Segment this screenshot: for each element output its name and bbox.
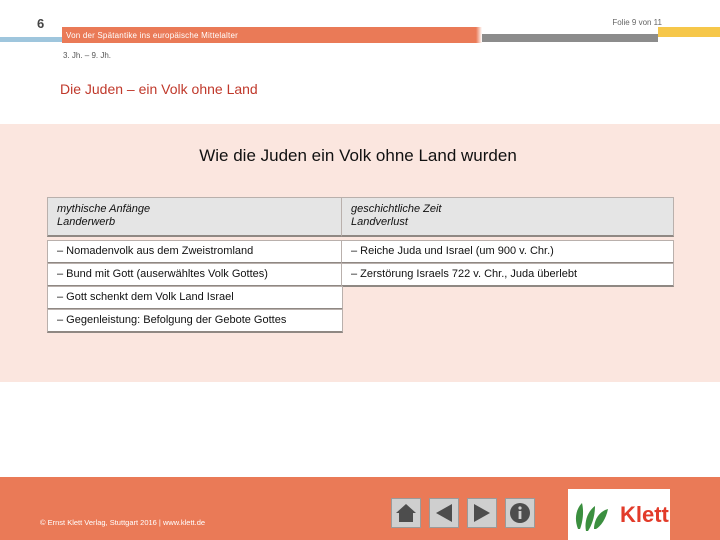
header-bar-gray xyxy=(482,34,658,42)
klett-emblem-icon xyxy=(568,489,618,540)
home-button[interactable] xyxy=(391,498,421,528)
table-cell-r3-c1: – Gott schenkt dem Volk Land Israel xyxy=(47,286,343,310)
chapter-number: 6 xyxy=(37,16,45,31)
previous-icon xyxy=(430,499,458,527)
section-title: Die Juden – ein Volk ohne Land xyxy=(60,81,258,97)
previous-button[interactable] xyxy=(429,498,459,528)
content-title: Wie die Juden ein Volk ohne Land wurden xyxy=(199,146,517,165)
table-cell-r2-c2: – Zerstörung Israels 722 v. Chr., Juda überlebt xyxy=(341,263,674,287)
chapter-subtitle: Von der Spätantike ins europäische Mittelalter xyxy=(66,31,238,40)
table-cell-r4-c1: – Gegenleistung: Befolgung der Gebote Gottes xyxy=(47,309,343,333)
header-bar-blue xyxy=(0,37,62,42)
table-header-right-line1: geschichtliche Zeit xyxy=(351,203,442,215)
epoch-label: 3. Jh. – 9. Jh. xyxy=(63,51,112,60)
table-cell-r2-c1: – Bund mit Gott (auserwähltes Volk Gottes) xyxy=(47,263,343,287)
next-icon xyxy=(468,499,496,527)
header-bar-yellow xyxy=(658,27,720,37)
home-icon xyxy=(392,499,420,527)
copyright-notice: © Ernst Klett Verlag, Stuttgart 2016 | www.klett.de xyxy=(40,518,206,527)
table-header-left-line1: mythische Anfänge xyxy=(57,203,151,215)
slide-counter: Folie 9 von 11 xyxy=(612,18,662,27)
table-header-right xyxy=(341,197,674,237)
info-button[interactable] xyxy=(505,498,535,528)
table-header-right-line2: Landverlust xyxy=(351,216,408,228)
table-header-left-line2: Landerwerb xyxy=(57,216,116,228)
table-cell-r1-c2: – Reiche Juda und Israel (um 900 v. Chr.) xyxy=(341,240,674,264)
next-button[interactable] xyxy=(467,498,497,528)
table-cell-r1-c1: – Nomadenvolk aus dem Zweistromland xyxy=(47,240,343,264)
info-icon xyxy=(506,499,534,527)
table-header-left xyxy=(47,197,343,237)
klett-logo-text: Klett xyxy=(620,502,669,527)
